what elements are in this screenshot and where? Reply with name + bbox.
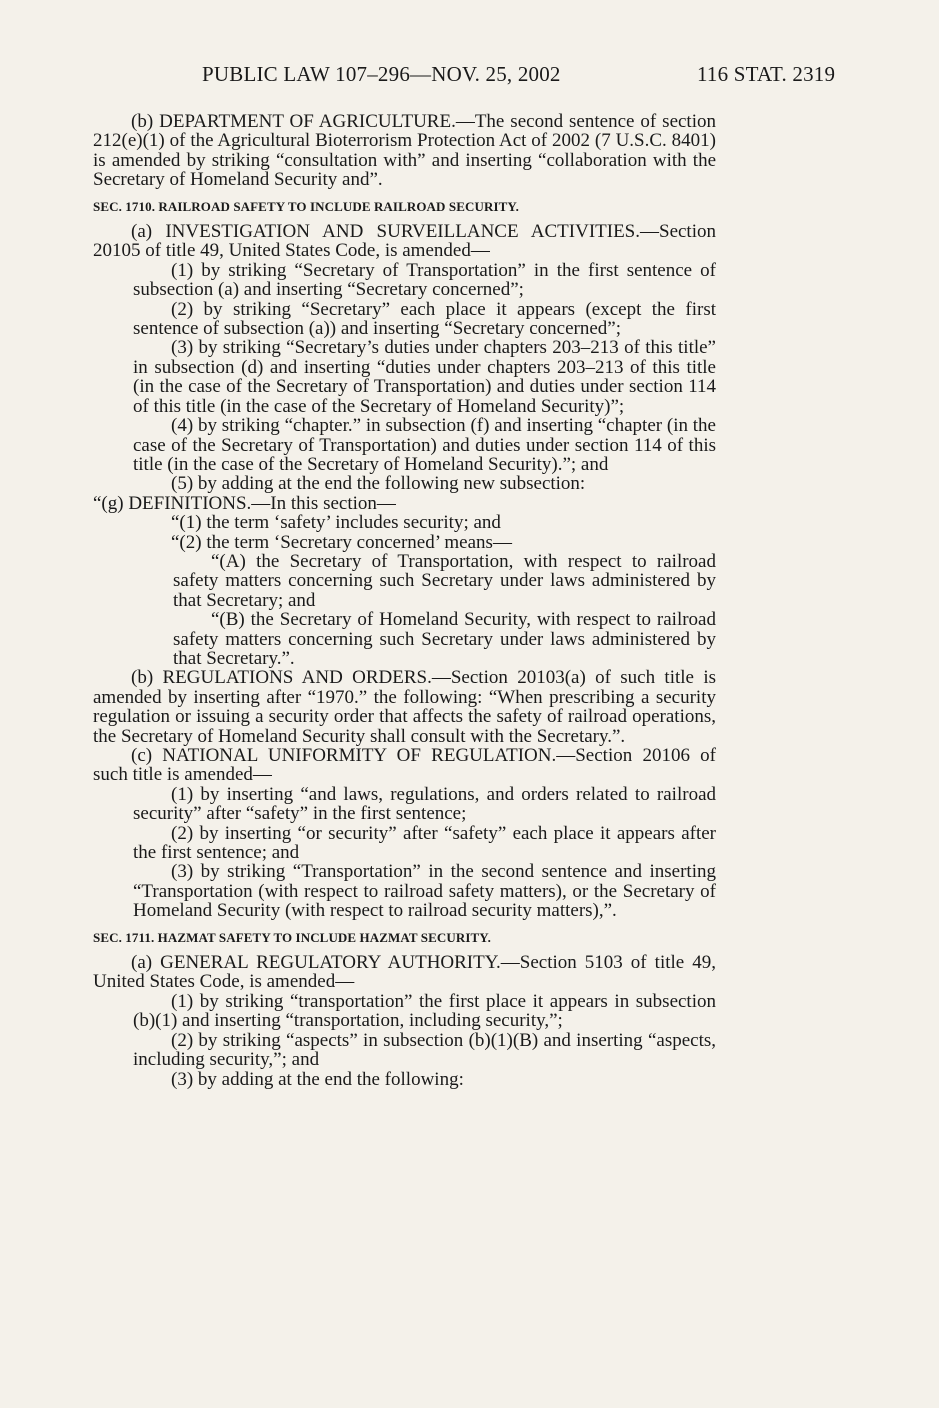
- paragraph: (2) by inserting “or security” after “safety” each place it appears after the first sentence; and: [133, 822, 716, 864]
- running-header-title: PUBLIC LAW 107–296—NOV. 25, 2002: [202, 62, 561, 86]
- paragraph: (a) GENERAL REGULATORY AUTHORITY.—Section 5103 of title 49, United States Code, is amended—: [93, 952, 716, 993]
- paragraph: “(g) DEFINITIONS.—In this section—: [93, 492, 396, 514]
- paragraph: (3) by striking “Secretary’s duties under chapters 203–213 of this title” in subsection (d) and inserting “duties under chapters 203–213 of this title (in the case of the Secretary of Transportation) and duties under section 114 of this title (in the case of the Secretary of Homeland Security)”;: [133, 337, 716, 417]
- paragraph: “(A) the Secretary of Transportation, with respect to railroad safety matters concerning such Secretary under laws administered by that Secretary; and: [173, 550, 716, 611]
- paragraph: (5) by adding at the end the following new subsection:: [171, 473, 586, 495]
- paragraph: (2) by striking “aspects” in subsection (b)(1)(B) and inserting “aspects, including security,”; and: [133, 1029, 716, 1071]
- document-body: [93, 112, 716, 1089]
- section-heading: SEC. 1710. RAILROAD SAFETY TO INCLUDE RAILROAD SECURITY.: [93, 198, 520, 214]
- paragraph: (b) DEPARTMENT OF AGRICULTURE.—The second sentence of section 212(e)(1) of the Agricultural Bioterrorism Protection Act of 2002 (7 U.S.C. 8401) is amended by striking “consultation with” and inserting “collaboration with the Secretary of Homeland Security and”.: [93, 111, 716, 191]
- paragraph: (3) by striking “Transportation” in the second sentence and inserting “Transportation (with respect to railroad safety matters), or the Secretary of Homeland Security (with respect to railroad security matters),”.: [133, 861, 716, 922]
- paragraph: (1) by striking “Secretary of Transportation” in the first sentence of subsection (a) and inserting “Secretary concerned”;: [133, 259, 716, 301]
- running-header-stat: 116 STAT. 2319: [697, 62, 836, 86]
- paragraph: (c) NATIONAL UNIFORMITY OF REGULATION.—Section 20106 of such title is amended—: [93, 745, 716, 786]
- paragraph: (a) INVESTIGATION AND SURVEILLANCE ACTIVITIES.—Section 20105 of title 49, United States Code, is amended—: [93, 221, 716, 262]
- paragraph: (4) by striking “chapter.” in subsection (f) and inserting “chapter (in the case of the Secretary of Transportation) and duties under section 114 of this title (in the case of the Secretary of Homeland Security).”; and: [133, 415, 716, 475]
- paragraph: “(2) the term ‘Secretary concerned’ means—: [171, 531, 512, 553]
- paragraph: (b) REGULATIONS AND ORDERS.—Section 20103(a) of such title is amended by inserting after “1970.” the following: “When prescribing a security regulation or issuing a security order that affects the safety of railroad operations, the Secretary of Homeland Security shall consult with the Secretary.”.: [93, 667, 716, 747]
- paragraph: “(1) the term ‘safety’ includes security; and: [171, 512, 501, 534]
- section-heading: SEC. 1711. HAZMAT SAFETY TO INCLUDE HAZMAT SECURITY.: [93, 929, 491, 945]
- paragraph: “(B) the Secretary of Homeland Security, with respect to railroad safety matters concerning such Secretary under laws administered by that Secretary.”.: [173, 609, 716, 669]
- paragraph: (1) by inserting “and laws, regulations, and orders related to railroad security” after “safety” in the first sentence;: [133, 783, 716, 825]
- paragraph: (2) by striking “Secretary” each place it appears (except the first sentence of subsection (a)) and inserting “Secretary concerned”;: [133, 298, 716, 340]
- paragraph: (1) by striking “transportation” the first place it appears in subsection (b)(1) and inserting “transportation, including security,”;: [133, 990, 716, 1032]
- paragraph: (3) by adding at the end the following:: [171, 1068, 464, 1090]
